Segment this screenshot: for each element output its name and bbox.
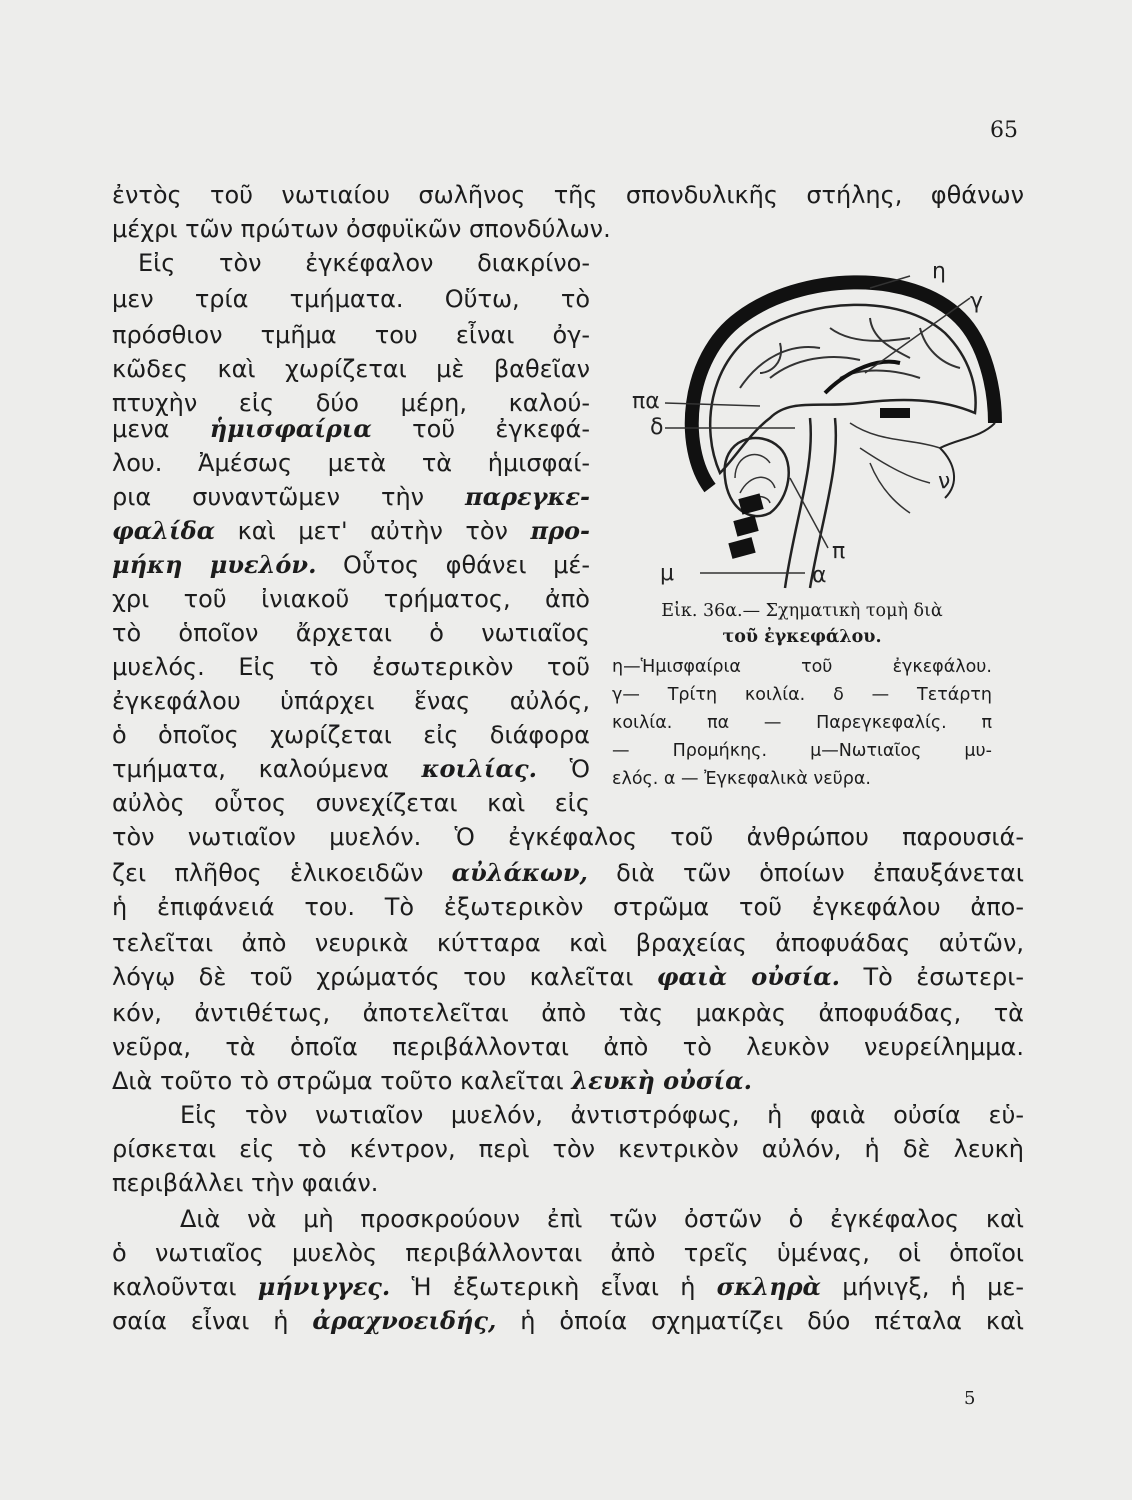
label-alpha: α (812, 563, 827, 588)
narrow-line-11: χρι τοῦ ἰνιακοῦ τρήματος, ἀπὸ (112, 585, 590, 613)
narrow-line-8 (112, 480, 590, 514)
caption-title-2: τοῦ ἐγκεφάλου. (722, 627, 882, 647)
body-line-14: Διὰ νὰ μὴ προσκρούουν ἐπὶ τῶν ὀστῶν ὁ ἐγκέφαλος καὶ (180, 1205, 1024, 1233)
text-span: μενα (112, 415, 210, 443)
caption-title-1: Εἰκ. 36α.— Σχηματικὴ τομὴ διὰ (661, 601, 943, 621)
body-line-15: ὁ νωτιαῖος μυελὸς περιβάλλονται ἀπὸ τρεῖς ὑμένας, οἱ ὁποῖοι (112, 1239, 1024, 1267)
label-pa: πα (632, 389, 660, 414)
vertebra-1 (738, 493, 763, 514)
term-dura: σκληρὰ (716, 1272, 822, 1301)
body-line-4 (112, 856, 1024, 890)
text-span: ζει πλῆθος ἑλικοειδῶν (112, 859, 452, 887)
term-sulci: αὐλάκων, (451, 858, 588, 887)
narrow-line-9 (112, 514, 590, 548)
sinus-mark (880, 408, 910, 418)
body-line-6: τελεῖται ἀπὸ νευρικὰ κύτταρα καὶ βραχείας ἀποφυάδας αὐτῶν, (112, 929, 1024, 957)
label-pi: π (832, 539, 846, 564)
text-span: λόγῳ δὲ τοῦ χρώματός του καλεῖται (112, 963, 657, 991)
caption-line-3: κοιλία. πα — Παρεγκεφαλίς. π (612, 713, 992, 733)
term-medulla-end: μήκη μυελόν. (112, 550, 317, 579)
body-line-1: ἐντὸς τοῦ νωτιαίου σωλῆνος τῆς σπονδυλικῆς στήλης, φθάνων (112, 181, 1024, 209)
narrow-line-1: Εἰς τὸν ἐγκέφαλον διακρίνο- (138, 249, 590, 277)
text-span: καλοῦνται (112, 1273, 258, 1301)
label-nu: ν (938, 469, 951, 494)
narrow-line-16 (112, 752, 590, 786)
page-number: 65 (990, 118, 1018, 143)
label-mu: μ (660, 561, 674, 586)
term-medulla: προ- (530, 516, 590, 545)
label-eta: η (932, 259, 946, 284)
body-line-2: μέχρι τῶν πρώτων ὀσφυϊκῶν σπονδύλων. (112, 215, 611, 243)
term-cerebellum: παρεγκε- (465, 482, 590, 511)
term-hemispheres: ἡμισφαίρια (209, 414, 372, 443)
term-white-matter: λευκὴ οὐσία. (571, 1066, 752, 1095)
body-line-5: ἡ ἐπιφάνειά του. Τὸ ἐξωτερικὸν στρῶμα τοῦ ἐγκεφάλου ἀπο- (112, 893, 1024, 921)
text-span: Τὸ ἐσωτερι- (840, 963, 1025, 991)
nerves (850, 423, 940, 513)
body-line-10 (112, 1064, 1024, 1098)
ventricle (825, 362, 900, 393)
text-span: τοῦ ἐγκεφά- (371, 415, 590, 443)
narrow-line-5: πτυχὴν εἰς δύο μέρη, καλού- (112, 389, 590, 417)
text-span: Ὁ (536, 755, 590, 783)
narrow-line-4: κῶδες καὶ χωρίζεται μὲ βαθεῖαν (112, 355, 590, 383)
text-span: καὶ μετ' αὐτὴν τὸν (215, 517, 531, 545)
text-span: Οὗτος φθάνει μέ- (316, 551, 590, 579)
narrow-line-7: λου. Ἀμέσως μετὰ τὰ ἡμισφαί- (112, 449, 590, 477)
caption-line-4: — Προμήκης. μ—Νωτιαῖος μυ- (612, 741, 992, 761)
text-span: διὰ τῶν ὁποίων ἐπαυξάνεται (587, 859, 1025, 887)
text-span: Ἡ ἐξωτερικὴ εἶναι ἡ (390, 1273, 717, 1301)
body-line-3: τὸν νωτιαῖον μυελόν. Ὁ ἐγκέφαλος τοῦ ἀνθρώπου παρουσιά- (112, 823, 1024, 851)
brain-stem (785, 418, 836, 588)
body-line-8: κόν, ἀντιθέτως, ἀποτελεῖται ἀπὸ τὰς μακρὰς ἀποφυάδας, τὰ (112, 999, 1024, 1027)
body-line-13: περιβάλλει τὴν φαιάν. (112, 1169, 379, 1197)
body-line-12: ρίσκεται εἰς τὸ κέντρον, περὶ τὸν κεντρικὸν αὐλόν, ἡ δὲ λευκὴ (112, 1135, 1024, 1163)
narrow-line-6 (112, 412, 590, 446)
body-line-16 (112, 1270, 1024, 1304)
brain-section-figure (610, 248, 1010, 598)
body-line-17 (112, 1304, 1024, 1338)
narrow-line-13: μυελός. Εἰς τὸ ἐσωτερικὸν τοῦ (112, 653, 590, 681)
term-grey-matter: φαιὰ οὐσία. (656, 962, 841, 991)
body-line-11: Εἰς τὸν νωτιαῖον μυελόν, ἀντιστρόφως, ἡ φαιὰ οὐσία εὑ- (180, 1101, 1024, 1129)
caption-line-1: η—Ἡμισφαίρια τοῦ ἐγκεφάλου. (612, 657, 992, 677)
narrow-line-12: τὸ ὁποῖον ἄρχεται ὁ νωτιαῖος (112, 619, 590, 647)
narrow-line-2: μεν τρία τμήματα. Οὕτω, τὸ (112, 285, 590, 313)
narrow-line-14: ἐγκεφάλου ὑπάρχει ἕνας αὐλός, (112, 687, 590, 715)
text-span: Διὰ τοῦτο τὸ στρῶμα τοῦτο καλεῖται (112, 1067, 572, 1095)
caption-line-2: γ— Τρίτη κοιλία. δ — Τετάρτη (612, 685, 992, 705)
term-cerebellum-end: φαλίδα (112, 516, 216, 545)
text-span: μήνιγξ, ἡ με- (821, 1273, 1024, 1301)
text-span: σαία εἶναι ἡ (112, 1307, 313, 1335)
narrow-line-3: πρόσθιον τμῆμα του εἶναι ὀγ- (112, 321, 590, 349)
text-span: ρια συναντῶμεν τὴν (112, 483, 466, 511)
body-line-7 (112, 960, 1024, 994)
term-arachnoid: ἀραχνοειδής, (312, 1306, 497, 1335)
pointer-pi (790, 478, 828, 548)
vertebra-3 (728, 537, 755, 559)
narrow-line-15: ὁ ὁποῖος χωρίζεται εἰς διάφορα (112, 721, 590, 749)
text-span: ἡ ὁποία σχηματίζει δύο πέταλα καὶ (496, 1307, 1025, 1335)
narrow-line-10 (112, 548, 590, 582)
term-meninges: μήνιγγες. (257, 1272, 391, 1301)
vertebra-2 (733, 515, 758, 536)
label-delta: δ (650, 415, 664, 440)
label-gamma: γ (970, 289, 984, 314)
term-ventricles: κοιλίας. (421, 754, 537, 783)
signature-number: 5 (964, 1388, 976, 1409)
caption-line-5: ελός. α — Ἐγκεφαλικὰ νεῦρα. (612, 769, 871, 789)
text-span: τμήματα, καλούμενα (112, 755, 422, 783)
hemisphere-outline (710, 305, 975, 473)
pointer-gamma (865, 298, 970, 373)
body-line-9: νεῦρα, τὰ ὁποῖα περιβάλλονται ἀπὸ τὸ λευκὸν νευρείλημμα. (112, 1033, 1024, 1061)
narrow-line-17: αὐλὸς οὗτος συνεχίζεται καὶ εἰς (112, 789, 590, 817)
